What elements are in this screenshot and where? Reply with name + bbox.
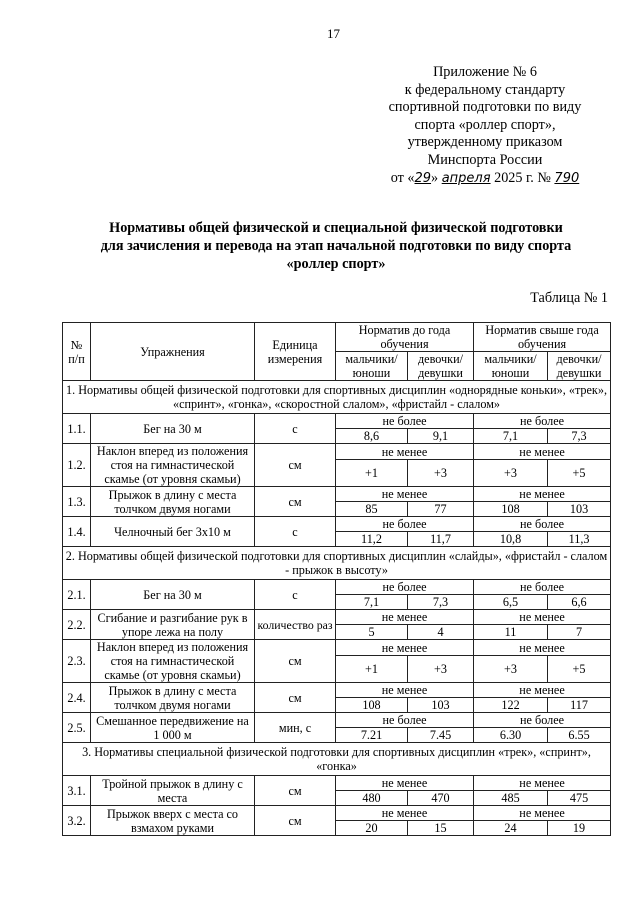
value-boys-over-year: 485 <box>474 791 548 806</box>
condition-first-year: не более <box>336 713 474 728</box>
condition-first-year: не менее <box>336 640 474 656</box>
condition-over-year: не менее <box>474 683 611 698</box>
appendix-line: Приложение № 6 <box>433 64 537 80</box>
document-title <box>62 219 610 273</box>
order-year: 2025 г. № <box>494 169 551 186</box>
header-boys: мальчики/ юноши <box>336 352 408 381</box>
condition-over-year: не менее <box>474 487 611 502</box>
value-boys-first-year: 8,6 <box>336 429 408 444</box>
value-girls-first-year: 7,3 <box>408 595 474 610</box>
value-girls-over-year: 103 <box>548 502 611 517</box>
condition-first-year: не более <box>336 517 474 532</box>
condition-over-year: не более <box>474 414 611 429</box>
table-row <box>63 414 611 429</box>
header-group-first-year: Норматив до года обучения <box>336 323 474 352</box>
header-exercise: Упражнения <box>91 323 255 381</box>
appendix-line: Минспорта России <box>427 151 543 168</box>
appendix-header <box>360 64 610 187</box>
row-number: 2.3. <box>63 640 91 683</box>
row-unit: см <box>255 683 336 713</box>
value-girls-over-year: 19 <box>548 821 611 836</box>
date-mid: » <box>431 169 439 186</box>
condition-first-year: не менее <box>336 487 474 502</box>
table-row <box>63 610 611 625</box>
value-girls-first-year: +3 <box>408 460 474 487</box>
row-exercise: Наклон вперед из положения стоя на гимнастической скамье (от уровня скамьи) <box>91 444 255 487</box>
row-number: 2.4. <box>63 683 91 713</box>
appendix-line: спортивной подготовки по виду <box>388 99 582 116</box>
section-title: 3. Нормативы специальной физической подготовки для спортивных дисциплин «трек», «спринт», «гонка» <box>63 743 611 776</box>
value-girls-over-year: +5 <box>548 656 611 683</box>
table-row <box>63 683 611 698</box>
row-number: 3.2. <box>63 806 91 836</box>
title-line: «роллер спорт» <box>286 256 386 272</box>
row-unit: с <box>255 414 336 444</box>
value-girls-over-year: 7 <box>548 625 611 640</box>
value-boys-first-year: 85 <box>336 502 408 517</box>
section-title: 1. Нормативы общей физической подготовки для спортивных дисциплин «однорядные коньки», «трек», «спринт», «гонка», «скоростной слалом», «фристайл - слалом» <box>63 381 611 414</box>
value-boys-over-year: 10,8 <box>474 532 548 547</box>
value-girls-first-year: 470 <box>408 791 474 806</box>
row-exercise: Сгибание и разгибание рук в упоре лежа на полу <box>91 610 255 640</box>
order-month: апреля <box>441 170 491 186</box>
table-row <box>63 640 611 656</box>
value-boys-first-year: 480 <box>336 791 408 806</box>
row-number: 2.1. <box>63 580 91 610</box>
row-unit: мин, с <box>255 713 336 743</box>
value-boys-over-year: 108 <box>474 502 548 517</box>
row-unit: см <box>255 776 336 806</box>
value-boys-first-year: 108 <box>336 698 408 713</box>
row-exercise: Смешанное передвижение на 1 000 м <box>91 713 255 743</box>
header-row <box>63 323 611 352</box>
value-girls-first-year: 4 <box>408 625 474 640</box>
value-boys-first-year: 7.21 <box>336 728 408 743</box>
row-unit: см <box>255 487 336 517</box>
header-girls: девочки/ девушки <box>548 352 611 381</box>
section-title: 2. Нормативы общей физической подготовки для спортивных дисциплин «слайды», «фристайл - слалом - прыжок в высоту» <box>63 547 611 580</box>
value-boys-over-year: +3 <box>474 460 548 487</box>
value-girls-first-year: 77 <box>408 502 474 517</box>
row-exercise: Прыжок в длину с места толчком двумя ногами <box>91 683 255 713</box>
value-girls-over-year: 6.55 <box>548 728 611 743</box>
appendix-line: к федеральному стандарту <box>404 81 566 98</box>
value-girls-first-year: 9,1 <box>408 429 474 444</box>
row-unit: см <box>255 806 336 836</box>
value-boys-over-year: 6,5 <box>474 595 548 610</box>
row-number: 2.2. <box>63 610 91 640</box>
header-group-over-year: Норматив свыше года обучения <box>474 323 611 352</box>
row-unit: см <box>255 640 336 683</box>
row-unit: с <box>255 517 336 547</box>
row-number: 1.4. <box>63 517 91 547</box>
table-row <box>63 580 611 595</box>
page-number: 17 <box>327 26 340 41</box>
value-boys-first-year: 5 <box>336 625 408 640</box>
condition-over-year: не менее <box>474 444 611 460</box>
value-girls-over-year: 11,3 <box>548 532 611 547</box>
value-girls-over-year: 6,6 <box>548 595 611 610</box>
row-unit: см <box>255 444 336 487</box>
appendix-line: утвержденному приказом <box>407 134 563 151</box>
row-exercise: Челночный бег 3х10 м <box>91 517 255 547</box>
row-exercise: Прыжок в длину с места толчком двумя ногами <box>91 487 255 517</box>
value-boys-first-year: +1 <box>336 656 408 683</box>
value-boys-over-year: 24 <box>474 821 548 836</box>
condition-over-year: не менее <box>474 776 611 791</box>
row-unit: с <box>255 580 336 610</box>
condition-first-year: не менее <box>336 806 474 821</box>
section-row <box>63 381 611 414</box>
row-unit: количество раз <box>255 610 336 640</box>
order-day: 29 <box>414 170 432 186</box>
row-number: 1.1. <box>63 414 91 444</box>
table-row <box>63 487 611 502</box>
value-girls-over-year: +5 <box>548 460 611 487</box>
table-row <box>63 713 611 728</box>
condition-first-year: не менее <box>336 444 474 460</box>
value-girls-first-year: 7.45 <box>408 728 474 743</box>
title-line: Нормативы общей физической и специальной физической подготовки <box>109 220 563 236</box>
value-girls-first-year: 103 <box>408 698 474 713</box>
value-boys-first-year: 7,1 <box>336 595 408 610</box>
value-boys-first-year: +1 <box>336 460 408 487</box>
table-row <box>63 776 611 791</box>
row-exercise: Бег на 30 м <box>91 414 255 444</box>
row-number: 1.3. <box>63 487 91 517</box>
value-girls-over-year: 475 <box>548 791 611 806</box>
value-boys-first-year: 20 <box>336 821 408 836</box>
value-girls-over-year: 7,3 <box>548 429 611 444</box>
condition-over-year: не менее <box>474 610 611 625</box>
value-boys-over-year: 7,1 <box>474 429 548 444</box>
row-exercise: Тройной прыжок в длину с места <box>91 776 255 806</box>
value-boys-first-year: 11,2 <box>336 532 408 547</box>
value-boys-over-year: 11 <box>474 625 548 640</box>
value-girls-first-year: 15 <box>408 821 474 836</box>
condition-over-year: не менее <box>474 640 611 656</box>
row-exercise: Бег на 30 м <box>91 580 255 610</box>
table-label: Таблица № 1 <box>530 290 608 306</box>
title-line: для зачисления и перевода на этап начальной подготовки по виду спорта <box>100 238 572 254</box>
condition-first-year: не более <box>336 580 474 595</box>
value-girls-first-year: 11,7 <box>408 532 474 547</box>
date-prefix: от « <box>390 169 415 186</box>
header-girls: девочки/ девушки <box>408 352 474 381</box>
value-girls-over-year: 117 <box>548 698 611 713</box>
row-exercise: Прыжок вверх с места со взмахом руками <box>91 806 255 836</box>
value-boys-over-year: 6.30 <box>474 728 548 743</box>
norms-table <box>62 322 611 836</box>
appendix-line: спорта «роллер спорт», <box>414 116 556 133</box>
row-number: 3.1. <box>63 776 91 806</box>
section-row <box>63 743 611 776</box>
row-number: 1.2. <box>63 444 91 487</box>
row-exercise: Наклон вперед из положения стоя на гимнастической скамье (от уровня скамьи) <box>91 640 255 683</box>
value-boys-over-year: 122 <box>474 698 548 713</box>
condition-over-year: не более <box>474 580 611 595</box>
condition-first-year: не менее <box>336 683 474 698</box>
condition-first-year: не менее <box>336 776 474 791</box>
header-boys: мальчики/ юноши <box>474 352 548 381</box>
value-boys-over-year: +3 <box>474 656 548 683</box>
condition-over-year: не более <box>474 517 611 532</box>
table-row <box>63 444 611 460</box>
row-number: 2.5. <box>63 713 91 743</box>
condition-first-year: не менее <box>336 610 474 625</box>
table-row <box>63 806 611 821</box>
value-girls-first-year: +3 <box>408 656 474 683</box>
order-number: 790 <box>554 170 580 186</box>
header-unit: Единица измерения <box>255 323 336 381</box>
section-row <box>63 547 611 580</box>
condition-over-year: не более <box>474 713 611 728</box>
condition-over-year: не менее <box>474 806 611 821</box>
header-number: № п/п <box>63 323 91 381</box>
order-date-line <box>360 170 610 188</box>
table-row <box>63 517 611 532</box>
condition-first-year: не более <box>336 414 474 429</box>
